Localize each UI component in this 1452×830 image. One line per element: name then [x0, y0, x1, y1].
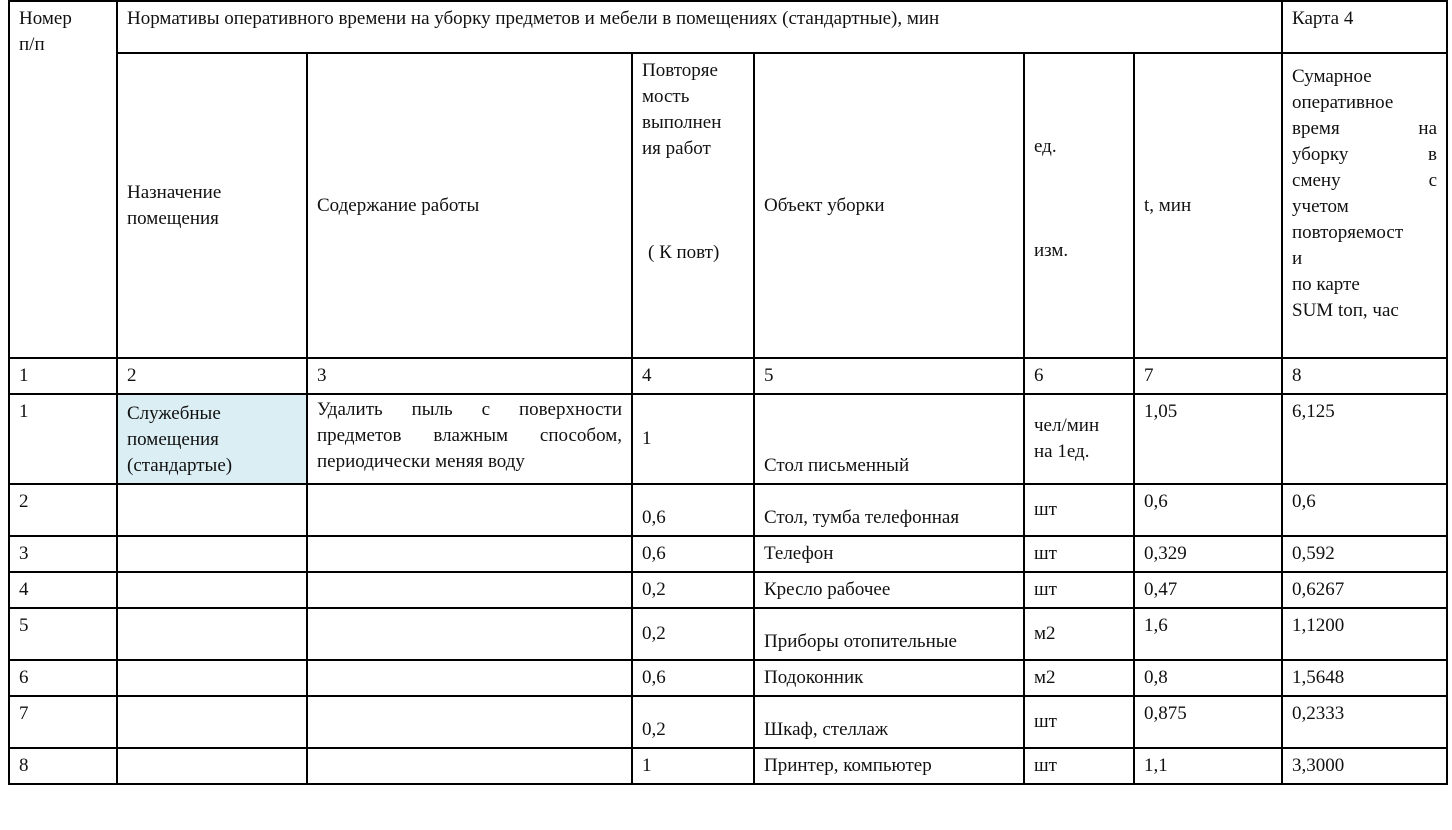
total-header-line6: учетом	[1292, 196, 1349, 217]
object-value: Телефон	[754, 536, 1024, 572]
purpose-header-line2: помещения	[127, 207, 219, 229]
total-value: 6,125	[1282, 394, 1447, 484]
total-header	[1282, 53, 1447, 358]
table-title: Нормативы оперативного времени на уборку предметов и мебели в помещениях (стандартные), мин	[117, 1, 1282, 53]
work-content-empty	[307, 608, 632, 660]
room-purpose-empty	[117, 572, 307, 608]
total-header-line9: по карте	[1292, 274, 1360, 295]
room-purpose-empty	[117, 484, 307, 536]
work-content-empty	[307, 536, 632, 572]
column-number: 6	[1024, 358, 1134, 394]
room-purpose-empty	[117, 608, 307, 660]
work-content-empty	[307, 696, 632, 748]
total-value: 1,5648	[1282, 660, 1447, 696]
total-value: 0,592	[1282, 536, 1447, 572]
unit-value: шт	[1024, 696, 1134, 748]
unit-value: шт	[1024, 536, 1134, 572]
column-number: 1	[9, 358, 117, 394]
unit-line1: чел/мин	[1034, 415, 1100, 436]
column-number: 8	[1282, 358, 1447, 394]
unit-cell	[1024, 394, 1134, 484]
time-value: 0,329	[1134, 536, 1282, 572]
room-purpose-line2: помещения	[127, 429, 219, 450]
total-header-line7: повторяемост	[1292, 222, 1404, 243]
work-content-empty	[307, 484, 632, 536]
repeat-value: 0,2	[632, 572, 754, 608]
total-header-line5: смену с	[1292, 170, 1438, 191]
repeat-value: 1	[632, 748, 754, 784]
table-row	[9, 660, 1447, 696]
room-purpose-empty	[117, 536, 307, 572]
unit-value: шт	[1024, 748, 1134, 784]
total-header-line8: и	[1292, 248, 1303, 269]
time-value: 1,05	[1134, 394, 1282, 484]
repeat-header-line1: Повторяе	[642, 60, 718, 81]
work-content-cell: Удалить пыль с поверхности предметов влажным способом, периодически меняя воду	[307, 394, 632, 484]
row-number: 1	[9, 394, 117, 484]
object-value: Стол письменный	[754, 394, 1024, 484]
purpose-header	[117, 53, 307, 358]
object-value: Приборы отопительные	[754, 608, 1024, 660]
repeat-header-line5: ( К повт)	[648, 242, 720, 263]
object-value: Стол, тумба телефонная	[754, 484, 1024, 536]
repeat-value: 1	[632, 394, 754, 484]
object-value: Подоконник	[754, 660, 1024, 696]
time-value: 1,6	[1134, 608, 1282, 660]
table-row	[9, 484, 1447, 536]
total-header-line1: Сумарное	[1292, 66, 1372, 87]
work-content-empty	[307, 748, 632, 784]
column-number-row	[9, 358, 1447, 394]
repeat-value: 0,2	[632, 696, 754, 748]
unit-header-line1: ед.	[1034, 136, 1057, 157]
repeat-header	[632, 53, 754, 358]
content-header: Содержание работы	[307, 53, 632, 358]
total-value: 0,6267	[1282, 572, 1447, 608]
row-number: 2	[9, 484, 117, 536]
unit-header	[1024, 53, 1134, 358]
card-label: Карта 4	[1282, 1, 1447, 53]
num-header-line1: Номер	[19, 8, 72, 29]
room-purpose-line1: Служебные	[127, 403, 221, 424]
column-number: 2	[117, 358, 307, 394]
row-number: 6	[9, 660, 117, 696]
unit-line2: на 1ед.	[1034, 441, 1090, 462]
time-header: t, мин	[1134, 53, 1282, 358]
title-row	[9, 1, 1447, 53]
row-number: 4	[9, 572, 117, 608]
repeat-value: 0,6	[632, 484, 754, 536]
object-value: Шкаф, стеллаж	[754, 696, 1024, 748]
purpose-header-line1: Назначение	[127, 181, 222, 203]
num-header-line2: п/п	[19, 34, 45, 55]
total-value: 0,2333	[1282, 696, 1447, 748]
column-number: 5	[754, 358, 1024, 394]
work-content-empty	[307, 660, 632, 696]
unit-header-line2: изм.	[1034, 240, 1069, 261]
unit-value: шт	[1024, 572, 1134, 608]
column-number: 7	[1134, 358, 1282, 394]
time-value: 0,8	[1134, 660, 1282, 696]
total-header-line2: оперативное	[1292, 92, 1394, 113]
total-header-line4: уборку в	[1292, 144, 1438, 165]
table-row	[9, 696, 1447, 748]
table-row	[9, 572, 1447, 608]
row-number: 3	[9, 536, 117, 572]
unit-value: шт	[1024, 484, 1134, 536]
time-value: 0,47	[1134, 572, 1282, 608]
room-purpose-line3: (стандартые)	[127, 455, 233, 476]
table-row	[9, 394, 1447, 484]
cleaning-norms-table	[8, 0, 1448, 785]
table-row	[9, 536, 1447, 572]
total-value: 0,6	[1282, 484, 1447, 536]
time-value: 1,1	[1134, 748, 1282, 784]
total-value: 3,3000	[1282, 748, 1447, 784]
work-content-empty	[307, 572, 632, 608]
time-value: 0,875	[1134, 696, 1282, 748]
room-purpose-empty	[117, 748, 307, 784]
unit-value: м2	[1024, 660, 1134, 696]
object-value: Принтер, компьютер	[754, 748, 1024, 784]
object-header: Объект уборки	[754, 53, 1024, 358]
repeat-value: 0,2	[632, 608, 754, 660]
time-value: 0,6	[1134, 484, 1282, 536]
total-header-line3: время на	[1292, 118, 1438, 139]
repeat-header-line2: мость	[642, 86, 690, 107]
column-number: 3	[307, 358, 632, 394]
room-purpose-cell	[117, 394, 307, 484]
repeat-value: 0,6	[632, 660, 754, 696]
table-row	[9, 608, 1447, 660]
object-value: Кресло рабочее	[754, 572, 1024, 608]
repeat-header-line4: ия работ	[642, 138, 711, 159]
room-purpose-empty	[117, 696, 307, 748]
unit-value: м2	[1024, 608, 1134, 660]
room-purpose-empty	[117, 660, 307, 696]
table-row	[9, 748, 1447, 784]
total-value: 1,1200	[1282, 608, 1447, 660]
repeat-value: 0,6	[632, 536, 754, 572]
num-header-cell	[9, 1, 117, 358]
column-header-row	[9, 53, 1447, 358]
column-number: 4	[632, 358, 754, 394]
total-header-line10: SUM tоп, час	[1292, 300, 1399, 321]
row-number: 8	[9, 748, 117, 784]
row-number: 7	[9, 696, 117, 748]
repeat-header-line3: выполнен	[642, 112, 722, 133]
row-number: 5	[9, 608, 117, 660]
